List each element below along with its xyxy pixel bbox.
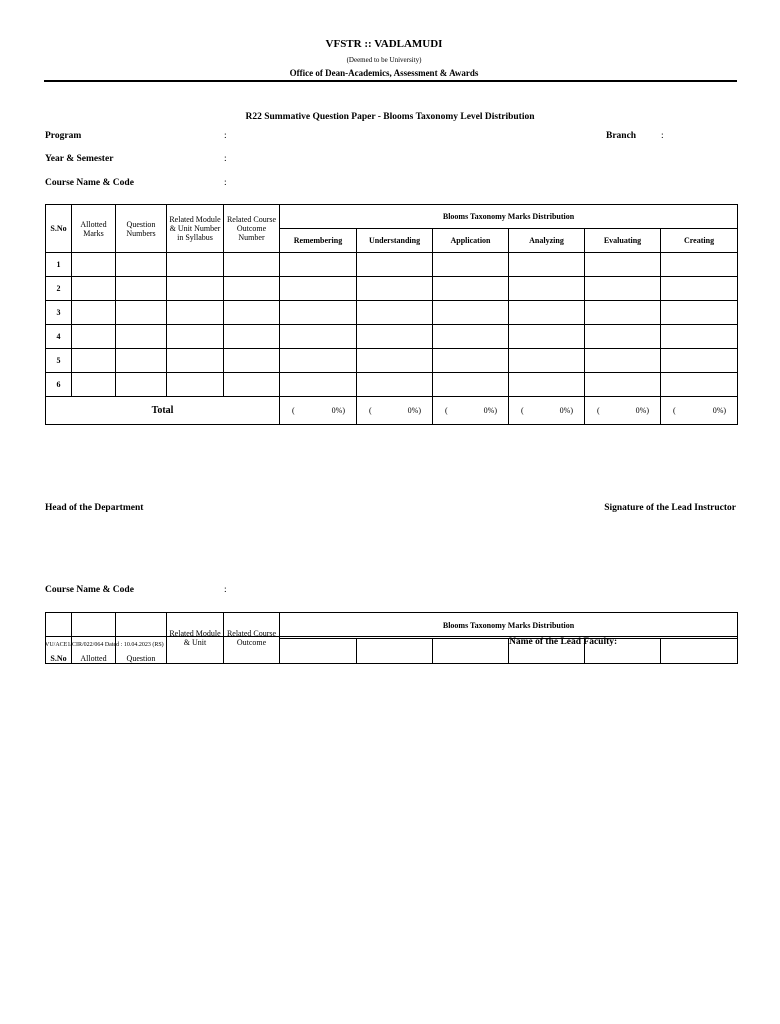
total-row	[46, 397, 738, 425]
page-title: R22 Summative Question Paper - Blooms Taxonomy Level Distribution	[245, 112, 535, 122]
cell-question[interactable]	[116, 301, 167, 325]
question-numbers-header: Question Numbers	[116, 205, 167, 253]
cell-allotted[interactable]	[72, 349, 116, 373]
cell-analyzing[interactable]	[509, 253, 585, 277]
cell-creating[interactable]	[661, 277, 738, 301]
row-number: 6	[46, 373, 72, 397]
level-application: Application	[433, 229, 509, 253]
cell-module[interactable]	[167, 301, 224, 325]
cell-question[interactable]	[116, 253, 167, 277]
percent-value: 0%)	[483, 406, 497, 415]
row-number: 5	[46, 349, 72, 373]
level-evaluating: Evaluating	[585, 229, 661, 253]
row-number: 2	[46, 277, 72, 301]
module-header-2: Related Module & Unit	[167, 613, 224, 664]
row-number: 4	[46, 325, 72, 349]
row-number: 1	[46, 253, 72, 277]
cell-outcome[interactable]	[224, 373, 280, 397]
paren-open: (	[521, 406, 524, 415]
cell-evaluating[interactable]	[585, 373, 661, 397]
total-understanding	[357, 397, 433, 425]
cell-remembering[interactable]	[280, 349, 357, 373]
cell-application[interactable]	[433, 349, 509, 373]
lead-instructor-signature-label: Signature of the Lead Instructor	[604, 503, 736, 513]
cell-remembering[interactable]	[280, 325, 357, 349]
total-creating	[661, 397, 738, 425]
cell-question[interactable]	[116, 277, 167, 301]
cell-module[interactable]	[167, 349, 224, 373]
cell-remembering[interactable]	[280, 301, 357, 325]
sno-header: S.No	[46, 205, 72, 253]
cell-application[interactable]	[433, 277, 509, 301]
year-semester-label: Year & Semester	[45, 154, 114, 164]
cell-module[interactable]	[167, 373, 224, 397]
allotted-header-2: Allotted	[72, 613, 116, 664]
course-name-colon-2: :	[224, 585, 227, 595]
cell-evaluating[interactable]	[585, 301, 661, 325]
cell-understanding[interactable]	[357, 325, 433, 349]
cell-creating[interactable]	[661, 325, 738, 349]
total-application	[433, 397, 509, 425]
cell-evaluating[interactable]	[585, 325, 661, 349]
table-row	[46, 373, 738, 397]
course-name-label: Course Name & Code	[45, 178, 134, 188]
total-analyzing	[509, 397, 585, 425]
cell-module[interactable]	[167, 277, 224, 301]
branch-colon: :	[661, 131, 664, 141]
course-name-label-2: Course Name & Code	[45, 585, 134, 595]
cell-remembering[interactable]	[280, 253, 357, 277]
blooms-table-2	[45, 612, 738, 664]
cell-application[interactable]	[433, 373, 509, 397]
blooms-header-2: Blooms Taxonomy Marks Distribution	[280, 613, 738, 639]
outcome-header-2: Related Course Outcome	[224, 613, 280, 664]
cell-understanding[interactable]	[357, 277, 433, 301]
blooms-header: Blooms Taxonomy Marks Distribution	[280, 205, 738, 229]
total-label: Total	[46, 397, 280, 425]
level-creating: Creating	[661, 229, 738, 253]
total-remembering	[280, 397, 357, 425]
cell-creating[interactable]	[661, 373, 738, 397]
paren-open: (	[292, 406, 295, 415]
cell-application[interactable]	[433, 301, 509, 325]
cell-outcome[interactable]	[224, 253, 280, 277]
question-header-2: Question	[116, 613, 167, 664]
cell-outcome[interactable]	[224, 325, 280, 349]
cell-allotted[interactable]	[72, 301, 116, 325]
percent-value: 0%)	[331, 406, 345, 415]
total-evaluating	[585, 397, 661, 425]
table-row	[46, 325, 738, 349]
course-name-colon: :	[224, 178, 227, 188]
document-code: VU/ACE1/CIR/022/064 Dated : 10.04.2023 (RS)	[45, 642, 164, 648]
cell-outcome[interactable]	[224, 349, 280, 373]
percent-value: 0%)	[559, 406, 573, 415]
table-row	[46, 349, 738, 373]
allotted-marks-header: Allotted Marks	[72, 205, 116, 253]
cell-analyzing[interactable]	[509, 325, 585, 349]
branch-label: Branch	[606, 131, 637, 141]
related-module-header: Related Module & Unit Number in Syllabus	[167, 205, 224, 253]
cell-understanding[interactable]	[357, 301, 433, 325]
level-remembering: Remembering	[280, 229, 357, 253]
cell-evaluating[interactable]	[585, 277, 661, 301]
table-row	[46, 253, 738, 277]
percent-value: 0%)	[635, 406, 649, 415]
cell-analyzing[interactable]	[509, 277, 585, 301]
course-outcome-header: Related Course Outcome Number	[224, 205, 280, 253]
cell-question[interactable]	[116, 373, 167, 397]
cell-allotted[interactable]	[72, 325, 116, 349]
header-divider	[44, 80, 737, 82]
cell-analyzing[interactable]	[509, 301, 585, 325]
cell-allotted[interactable]	[72, 253, 116, 277]
percent-value: 0%)	[407, 406, 421, 415]
cell-understanding[interactable]	[357, 373, 433, 397]
cell-outcome[interactable]	[224, 277, 280, 301]
paren-open: (	[369, 406, 372, 415]
program-label: Program	[45, 131, 82, 141]
page-cut-line	[45, 636, 737, 637]
paren-open: (	[445, 406, 448, 415]
sno-header-2: S.No	[46, 613, 72, 664]
cell-remembering[interactable]	[280, 277, 357, 301]
cell-analyzing[interactable]	[509, 349, 585, 373]
cell-allotted[interactable]	[72, 373, 116, 397]
cell-creating[interactable]	[661, 253, 738, 277]
cell-creating[interactable]	[661, 301, 738, 325]
cell-remembering[interactable]	[280, 373, 357, 397]
cell-understanding[interactable]	[357, 253, 433, 277]
year-semester-colon: :	[224, 154, 227, 164]
percent-value: 0%)	[712, 406, 727, 415]
table-row	[46, 301, 738, 325]
cell-application[interactable]	[433, 325, 509, 349]
head-of-department-label: Head of the Department	[45, 503, 144, 513]
cell-module[interactable]	[167, 253, 224, 277]
cell-evaluating[interactable]	[585, 349, 661, 373]
office-name: Office of Dean-Academics, Assessment & Awards	[289, 68, 479, 78]
table-row	[46, 277, 738, 301]
cell-question[interactable]	[116, 325, 167, 349]
cell-outcome[interactable]	[224, 301, 280, 325]
university-name: VFSTR :: VADLAMUDI	[325, 38, 443, 50]
blooms-distribution-table	[45, 204, 738, 425]
cell-analyzing[interactable]	[509, 373, 585, 397]
level-analyzing: Analyzing	[509, 229, 585, 253]
cell-allotted[interactable]	[72, 277, 116, 301]
row-number: 3	[46, 301, 72, 325]
cell-module[interactable]	[167, 325, 224, 349]
level-understanding: Understanding	[357, 229, 433, 253]
cell-application[interactable]	[433, 253, 509, 277]
program-colon: :	[224, 131, 227, 141]
cell-creating[interactable]	[661, 349, 738, 373]
paren-open: (	[673, 406, 676, 415]
deemed-university-note: (Deemed to be University)	[346, 56, 422, 64]
cell-question[interactable]	[116, 349, 167, 373]
paren-open: (	[597, 406, 600, 415]
lead-faculty-label: Name of the Lead Faculty:	[509, 637, 618, 647]
cell-understanding[interactable]	[357, 349, 433, 373]
cell-evaluating[interactable]	[585, 253, 661, 277]
